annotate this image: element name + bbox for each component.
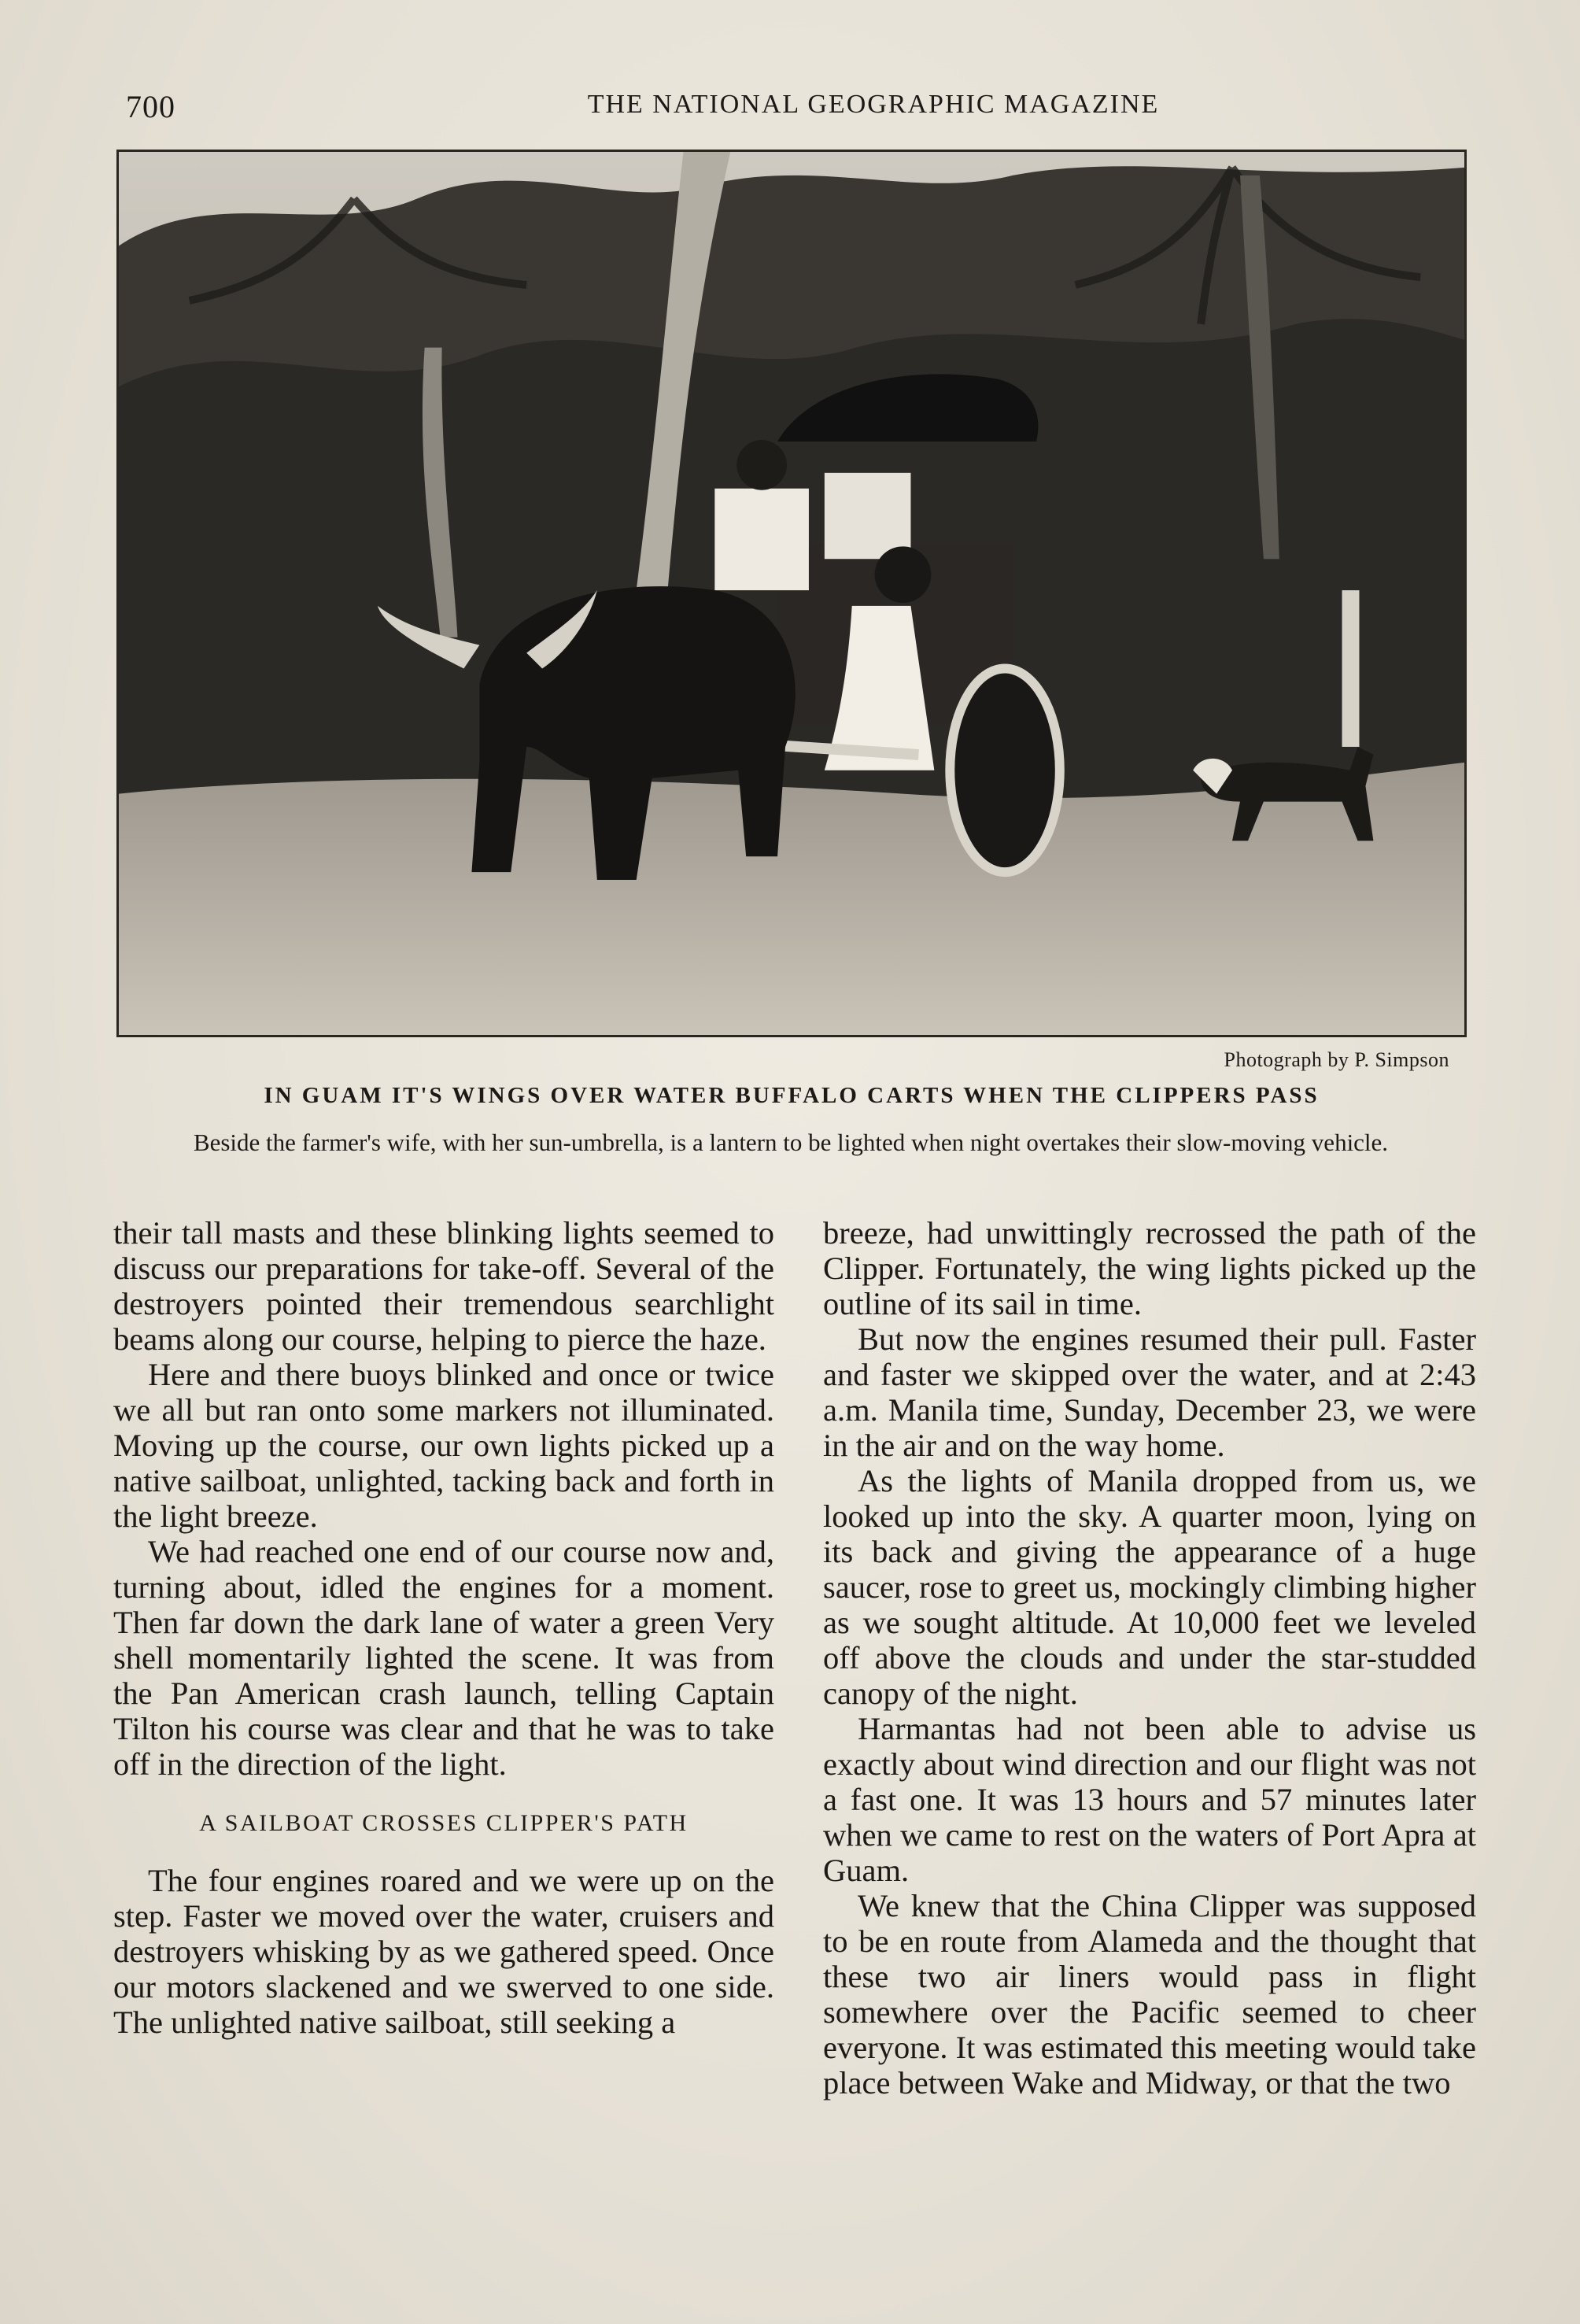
paragraph: The four engines roared and we were up on the step. Faster we moved over the water, cruisers and destroyers whisking by as we gathered speed. Once our motors slackened and we swerved to one side. The unlighted native sailboat, still seeking a — [113, 1863, 774, 2040]
photo-credit: Photograph by P. Simpson — [1224, 1048, 1449, 1071]
caption-title: IN GUAM IT'S WINGS OVER WATER BUFFALO CARTS WHEN THE CLIPPERS PASS — [264, 1083, 1320, 1108]
paragraph: As the lights of Manila dropped from us, we looked up into the sky. A quarter moon, lying on its back and giving the appearance of a huge saucer, rose to greet us, mockingly climbing higher as we sought altitude. At 10,000 feet we leveled off above the clouds and under the star-studded canopy of the night. — [823, 1463, 1476, 1711]
paragraph: We had reached one end of our course now and, turning about, idled the engines for a moment. Then far down the dark lane of water a green Very shell momentarily lighted the scene. It was from the Pan American crash launch, telling Captain Tilton his course was clear and that he was to take off in the direction of the light. — [113, 1534, 774, 1782]
paragraph: We knew that the China Clipper was supposed to be en route from Alameda and the thought that these two air liners would pass in flight somewhere over the Pacific seemed to cheer everyone. It was estimated this meeting would take place between Wake and Midway, or that the two — [823, 1888, 1477, 2100]
paragraph: their tall masts and these blinking lights seemed to discuss our preparations for take-off. Several of the destroyers pointed their tremendous searchlight beams along our course, helping to pierce the haze. — [113, 1215, 774, 1357]
article-right-column — [823, 1215, 1476, 2100]
running-head: THE NATIONAL GEOGRAPHIC MAGAZINE — [587, 90, 1160, 119]
page-number: 700 — [126, 89, 175, 124]
paragraph: breeze, had unwittingly recrossed the path of the Clipper. Fortunately, the wing lights picked up the outline of its sail in time. — [823, 1215, 1476, 1321]
article-left-column — [113, 1215, 774, 2040]
caption-text: Beside the farmer's wife, with her sun-umbrella, is a lantern to be lighted when night overtakes their slow-moving vehicle. — [193, 1129, 1389, 1156]
photo-illustration — [119, 152, 1464, 1035]
paragraph: Here and there buoys blinked and once or twice we all but ran onto some markers not illuminated. Moving up the course, our own lights picked up a native sailboat, unlighted, tacking back and forth in the light breeze. — [113, 1357, 774, 1534]
paragraph: Harmantas had not been able to advise us exactly about wind direction and our flight was not a fast one. It was 13 hours and 57 minutes later when we came to rest on the waters of Port Apra at Guam. — [823, 1711, 1476, 1888]
section-subhead: A SAILBOAT CROSSES CLIPPER'S PATH — [199, 1810, 688, 1836]
paragraph: But now the engines resumed their pull. Faster and faster we skipped over the water, and at 2:43 a.m. Manila time, Sunday, December 23, we were in the air and on the way home. — [823, 1321, 1476, 1463]
photograph-water-buffalo-cart — [116, 150, 1467, 1037]
